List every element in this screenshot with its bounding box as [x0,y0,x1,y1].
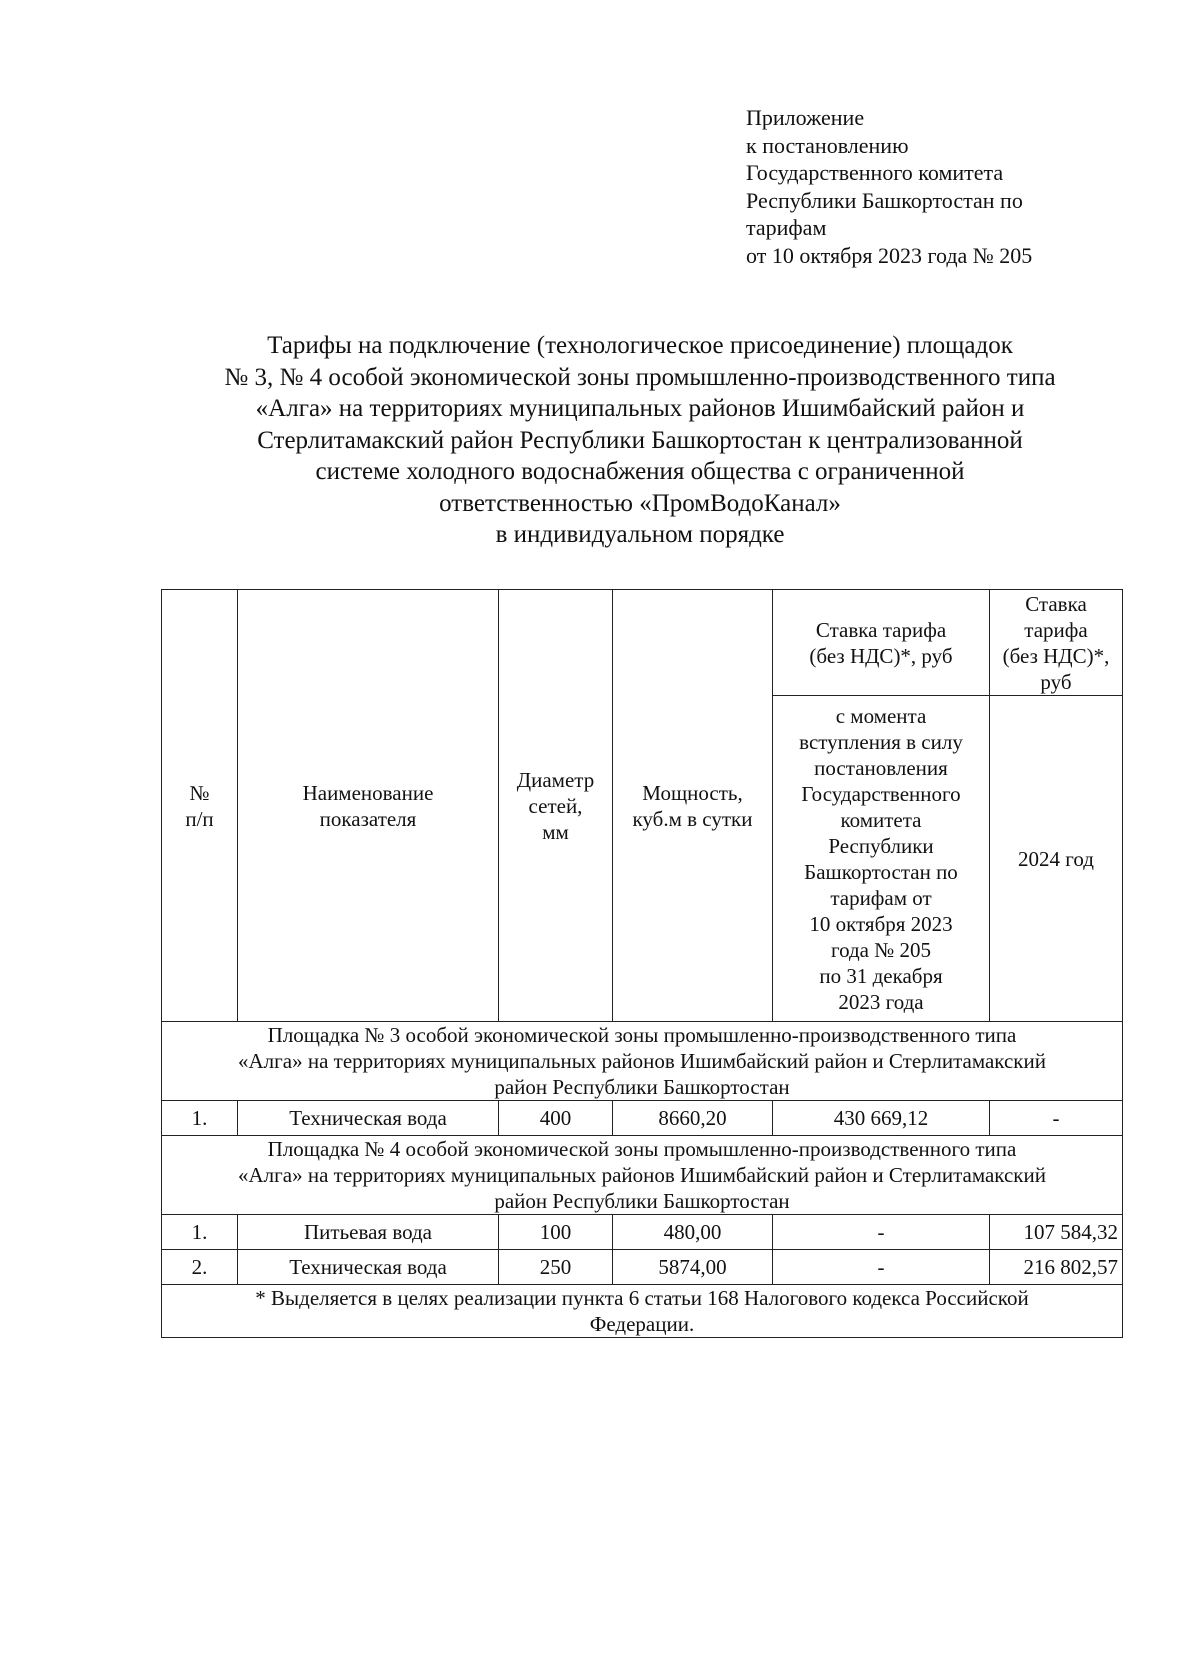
section-line: район Республики Башкортостан [494,1189,790,1213]
header-diameter-line: сетей, [528,793,583,818]
section-line: «Алга» на территориях муниципальных районов Ишимбайский район и Стерлитамакский [238,1049,1046,1073]
section-title [162,1136,1123,1215]
header-num-line: № [189,780,210,805]
period-line: постановления [814,755,948,780]
cell-diameter: 100 [499,1215,613,1250]
period-line: с момента [835,703,927,728]
section-line: район Республики Башкортостан [494,1075,790,1099]
header-period-current [773,696,990,1022]
header-rate-2024-line: (без НДС)*, [1002,643,1110,668]
period-line: Башкортостан по [804,859,958,884]
cell-num: 1. [162,1101,238,1136]
cell-name: Питьевая вода [238,1215,499,1250]
period-line: 2023 года [838,989,924,1014]
period-line: комитета [840,807,922,832]
table-row [162,1215,1123,1250]
appendix-line: от 10 октября 2023 года № 205 [746,242,1033,268]
appendix-line: Республики Башкортостан по [746,187,1023,213]
title-line: Тарифы на подключение (технологическое присоединение) площадок [267,332,1013,359]
header-name [238,590,499,1022]
title-line: системе холодного водоснабжения общества с ограниченной [315,458,965,485]
section-row-site-4 [162,1136,1123,1215]
period-line: по 31 декабря [819,963,943,988]
header-rate-2024-line: тарифа [1024,617,1088,642]
section-line: Площадка № 4 особой экономической зоны промышленно-производственного типа [267,1137,1017,1161]
footnote-row [162,1285,1123,1338]
section-line: «Алга» на территориях муниципальных районов Ишимбайский район и Стерлитамакский [238,1163,1046,1187]
appendix-line: к постановлению [746,132,909,158]
header-num-line: п/п [185,806,214,831]
title-line: «Алга» на территориях муниципальных районов Ишимбайский район и [255,395,1025,422]
cell-capacity: 8660,20 [613,1101,773,1136]
cell-diameter: 400 [499,1101,613,1136]
section-row-site-3 [162,1022,1123,1101]
header-name-line: показателя [319,806,417,831]
header-capacity-line: куб.м в сутки [632,806,753,831]
tariff-table [161,589,1123,1338]
title-line: ответственностью «ПромВодоКанал» [439,489,841,517]
cell-name: Техническая вода [238,1250,499,1285]
appendix-line: Приложение [746,105,865,130]
cell-num: 2. [162,1250,238,1285]
cell-capacity: 480,00 [613,1215,773,1250]
header-rate-2024-line: Ставка [1025,591,1087,616]
header-rate-current [773,590,990,696]
title-line: № 3, № 4 особой экономической зоны промышленно-производственного типа [224,363,1056,391]
period-line: Государственного [801,781,961,806]
header-diameter-line: Диаметр [516,767,595,792]
period-line: Республики [828,833,934,858]
period-line: 10 октября 2023 [809,911,953,936]
cell-rate-2024: - [990,1101,1123,1136]
appendix-line: тарифам [746,215,827,241]
title-line: в индивидуальном порядке [495,521,785,548]
period-line: тарифам от [830,885,932,910]
table-row [162,1101,1123,1136]
cell-rate-current: - [773,1250,990,1285]
header-name-line: Наименование [302,780,434,805]
cell-rate-2024: 107 584,32 [990,1215,1123,1250]
cell-rate-current: 430 669,12 [773,1101,990,1136]
section-title [162,1022,1123,1101]
cell-rate-current: - [773,1215,990,1250]
header-diameter-line: мм [542,819,569,844]
title-line: Стерлитамакский район Республики Башкортостан к централизованной [257,426,1023,454]
header-rate-current-line: Ставка тарифа [815,617,947,642]
footnote-line: * Выделяется в целях реализации пункта 6 статьи 168 Налогового кодекса Российской [255,1286,1029,1310]
table-row [162,1250,1123,1285]
header-rate-2024-line: руб [1040,669,1072,694]
header-period-2024: 2024 год [990,696,1123,1022]
period-line: вступления в силу [799,729,963,754]
footnote [162,1285,1123,1338]
appendix-line: Государственного комитета [746,160,1004,186]
document-title [150,330,1130,551]
cell-name: Техническая вода [238,1101,499,1136]
header-rate-current-line: (без НДС)*, руб [809,643,953,668]
header-num [162,590,238,1022]
cell-capacity: 5874,00 [613,1250,773,1285]
header-diameter [499,590,613,1022]
footnote-line: Федерации. [589,1312,695,1336]
section-line: Площадка № 3 особой экономической зоны промышленно-производственного типа [267,1023,1017,1047]
header-rate-2024 [990,590,1123,696]
header-capacity-line: Мощность, [642,780,743,805]
header-capacity [613,590,773,1022]
period-line: года № 205 [830,937,932,962]
table-header-row [162,590,1123,696]
cell-rate-2024: 216 802,57 [990,1250,1123,1285]
cell-num: 1. [162,1215,238,1250]
cell-diameter: 250 [499,1250,613,1285]
appendix-block [746,104,1166,270]
